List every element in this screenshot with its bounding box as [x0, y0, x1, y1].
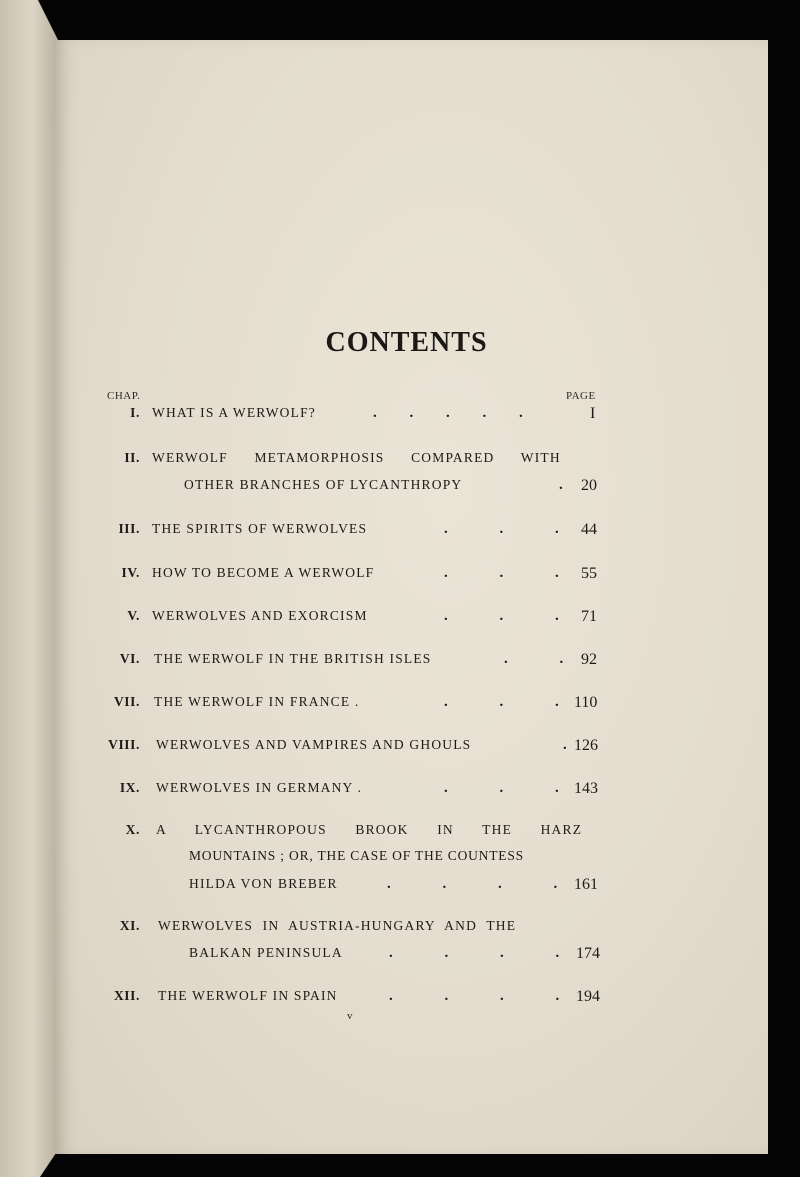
page-number: 110: [574, 694, 598, 711]
chapter-title: WERWOLVES IN GERMANY .: [156, 780, 363, 795]
chapter-title: WERWOLVES AND VAMPIRES AND GHOULS: [156, 737, 472, 752]
chapter-title-continued: HILDA VON BREBER: [189, 876, 338, 891]
chapter-number: IX.: [119, 780, 140, 795]
toc-entry-continued: [55, 876, 768, 900]
toc-entry: [55, 521, 768, 545]
chapter-title: HOW TO BECOME A WERWOLF: [152, 565, 375, 580]
toc-entry-continued: [55, 477, 768, 501]
dot-leader: . . . .: [389, 988, 560, 1004]
chapter-title: THE WERWOLF IN SPAIN: [158, 988, 338, 1003]
chapter-number: XI.: [119, 918, 140, 933]
dot-leader: . . . .: [389, 945, 560, 961]
chapter-number: X.: [125, 822, 140, 837]
page-column-header: PAGE: [566, 390, 596, 402]
dot-leader: . . .: [444, 608, 559, 624]
page-number: 92: [581, 651, 597, 668]
chapter-title: WERWOLF METAMORPHOSIS COMPARED WITH: [152, 450, 561, 465]
chapter-number: VII.: [113, 694, 140, 709]
dot-leader: . .: [504, 651, 564, 667]
chapter-number: II.: [124, 450, 140, 465]
chap-column-header: CHAP.: [107, 390, 141, 402]
chapter-number: IV.: [121, 565, 140, 580]
chapter-title: WERWOLVES IN AUSTRIA-HUNGARY AND THE: [158, 918, 517, 933]
chapter-title-continued: OTHER BRANCHES OF LYCANTHROPY: [184, 477, 463, 492]
dot-leader: . . . . .: [373, 405, 523, 421]
page-number: 194: [576, 988, 600, 1005]
toc-entry: [55, 565, 768, 589]
toc-entry: [55, 651, 768, 675]
toc-entry: [55, 450, 768, 474]
chapter-title: WHAT IS A WERWOLF?: [152, 405, 316, 420]
chapter-title: THE WERWOLF IN THE BRITISH ISLES: [154, 651, 432, 666]
dot-leader: . . .: [444, 521, 559, 537]
chapter-title-continued: BALKAN PENINSULA: [189, 945, 343, 960]
toc-entry: [55, 737, 768, 761]
toc-entry-continued: [55, 945, 768, 969]
toc-entry: [55, 405, 768, 429]
dot-leader: .: [563, 737, 567, 753]
page-number: 143: [574, 780, 598, 797]
dot-leader: .: [559, 477, 563, 493]
chapter-title-continued: MOUNTAINS ; OR, THE CASE OF THE COUNTESS: [189, 848, 524, 863]
folio: v: [347, 1010, 353, 1022]
dot-leader: . . .: [444, 565, 559, 581]
chapter-number: I.: [130, 405, 140, 420]
page-title: CONTENTS: [325, 327, 488, 358]
toc-entry-continued: [55, 848, 768, 872]
toc-entry: [55, 780, 768, 804]
chapter-number: XII.: [113, 988, 140, 1003]
chapter-number: III.: [118, 521, 140, 536]
page-number: 126: [574, 737, 598, 754]
toc-entry: [55, 918, 768, 942]
dot-leader: . . .: [444, 780, 559, 796]
page-number: 161: [574, 876, 598, 893]
toc-entry: [55, 694, 768, 718]
page-number: 174: [576, 945, 600, 962]
chapter-title: WERWOLVES AND EXORCISM: [152, 608, 368, 623]
chapter-number: V.: [127, 608, 140, 623]
chapter-title: A LYCANTHROPOUS BROOK IN THE HARZ: [156, 822, 583, 837]
toc-entry: [55, 608, 768, 632]
page-number: 44: [581, 521, 597, 538]
chapter-number: VI.: [119, 651, 140, 666]
dot-leader: . . .: [444, 694, 559, 710]
facing-page-edge: [0, 0, 58, 1177]
chapter-title: THE SPIRITS OF WERWOLVES: [152, 521, 368, 536]
page-number: I: [590, 405, 596, 422]
contents-page: [55, 40, 768, 1154]
page-number: 20: [581, 477, 597, 494]
page-number: 55: [581, 565, 597, 582]
page-number: 71: [581, 608, 597, 625]
toc-entry: [55, 822, 768, 846]
toc-entry: [55, 988, 768, 1012]
chapter-title: THE WERWOLF IN FRANCE .: [154, 694, 360, 709]
chapter-number: VIII.: [108, 737, 140, 752]
dot-leader: . . . .: [387, 876, 558, 892]
